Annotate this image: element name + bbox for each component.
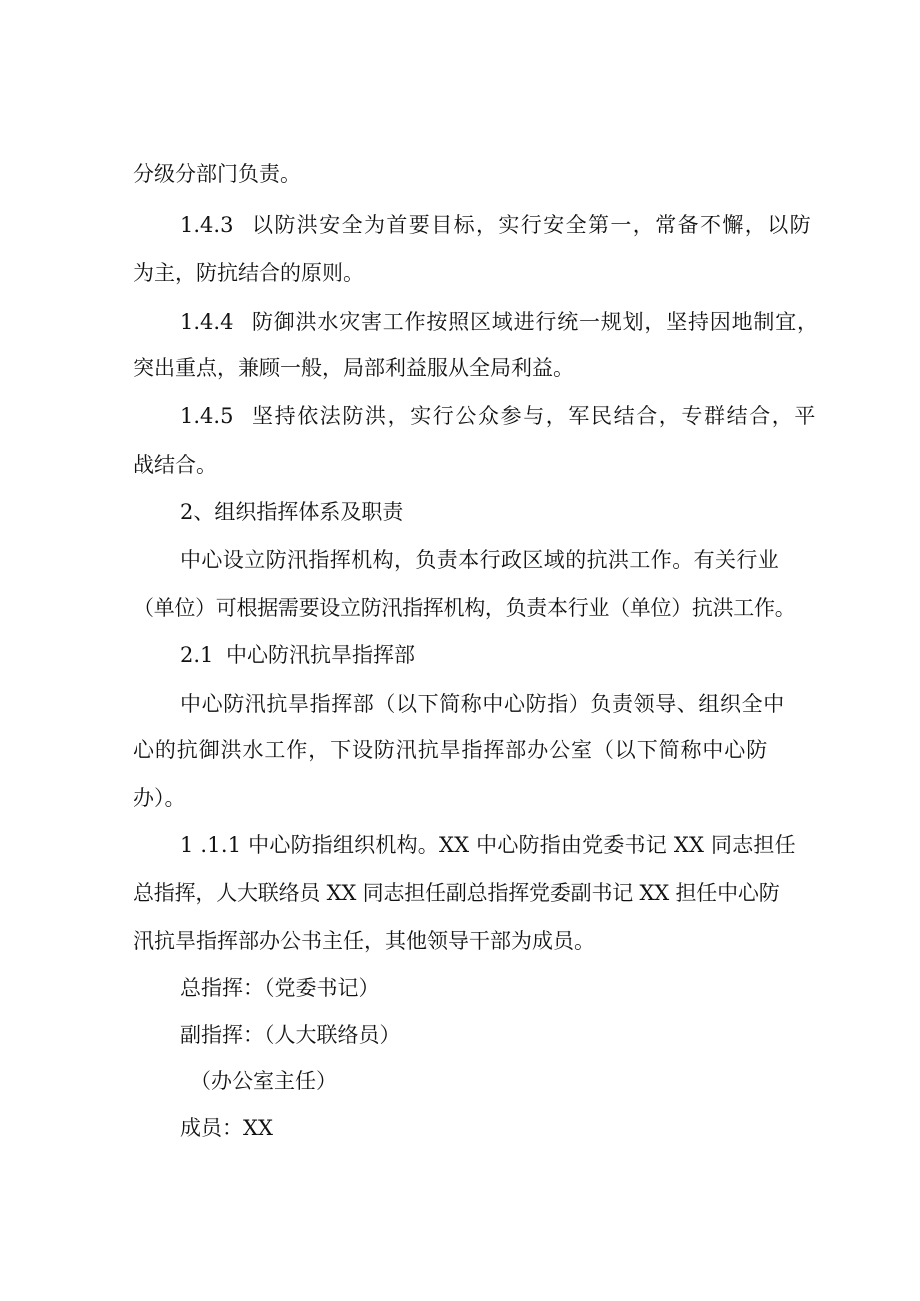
text-line: 办）。 [133,786,186,810]
text-line: 坚持依法防洪，实行公众参与，军民结合，专群结合，平 [252,404,817,428]
paragraph-line [133,353,574,383]
paragraph-line [180,689,785,719]
paragraph-line [180,545,779,575]
section-number: 1.4.3 [180,213,234,237]
text-line: 中心防汛抗旱指挥部（以下简称中心防指）负责领导、组织全中 [180,692,785,716]
paragraph-line [133,926,595,956]
text-line: （单位）可根据需要设立防汛指挥机构，负责本行业（单位）抗洪工作。 [133,596,796,620]
section-heading [180,497,403,527]
paragraph-line [180,830,796,860]
heading-text: 2、组织指挥体系及职责 [180,500,404,524]
text-line: 心的抗御洪水工作，下设防汛抗旱指挥部办公室（以下简称中心防 [133,738,769,762]
text-line: 副指挥：（人大联络员） [180,1023,401,1047]
section-number: 1.4.5 [180,404,234,428]
paragraph-line [133,258,364,288]
paragraph-line [180,401,817,431]
section-heading [180,640,415,670]
paragraph-line [133,783,186,813]
text-line: 汛抗旱指挥部办公书主任，其他领导干部为成员。 [133,929,595,953]
heading-text: 中心防汛抗旱指挥部 [226,643,415,667]
text-line: （办公室主任） [190,1069,337,1093]
paragraph-line [180,973,380,1003]
paragraph-line [133,450,217,480]
paragraph-line [133,159,301,189]
section-number: 2.1 [180,643,214,667]
text-line: 突出重点，兼顾一般，局部利益服从全局利益。 [133,356,574,380]
text-line: 1 .1.1 中心防指组织机构。XX 中心防指由党委书记 XX 同志担任 [180,833,796,857]
text-line: 总指挥，人大联络员 XX 同志担任副总指挥党委副书记 XX 担任中心防 [133,881,780,905]
section-number: 1.4.4 [180,310,234,334]
text-line: 分级分部门负责。 [133,162,301,186]
paragraph-line [133,593,795,623]
paragraph-line [133,878,780,908]
text-line: 防御洪水灾害工作按照区域进行统一规划，坚持因地制宜， [252,310,819,334]
text-line: 中心设立防汛指挥机构，负责本行政区域的抗洪工作。有关行业 [180,548,780,572]
paragraph-line [180,1020,401,1050]
paragraph-line [190,1066,337,1096]
paragraph-line [180,307,819,337]
text-line: 总指挥：（党委书记） [180,976,380,1000]
paragraph-line [180,210,812,240]
text-line: 以防洪安全为首要目标，实行安全第一，常备不懈，以防 [252,213,812,237]
text-line: 成员：XX [180,1116,273,1140]
text-line: 战结合。 [133,453,217,477]
text-line: 为主，防抗结合的原则。 [133,261,364,285]
paragraph-line [180,1113,273,1143]
paragraph-line [133,735,768,765]
